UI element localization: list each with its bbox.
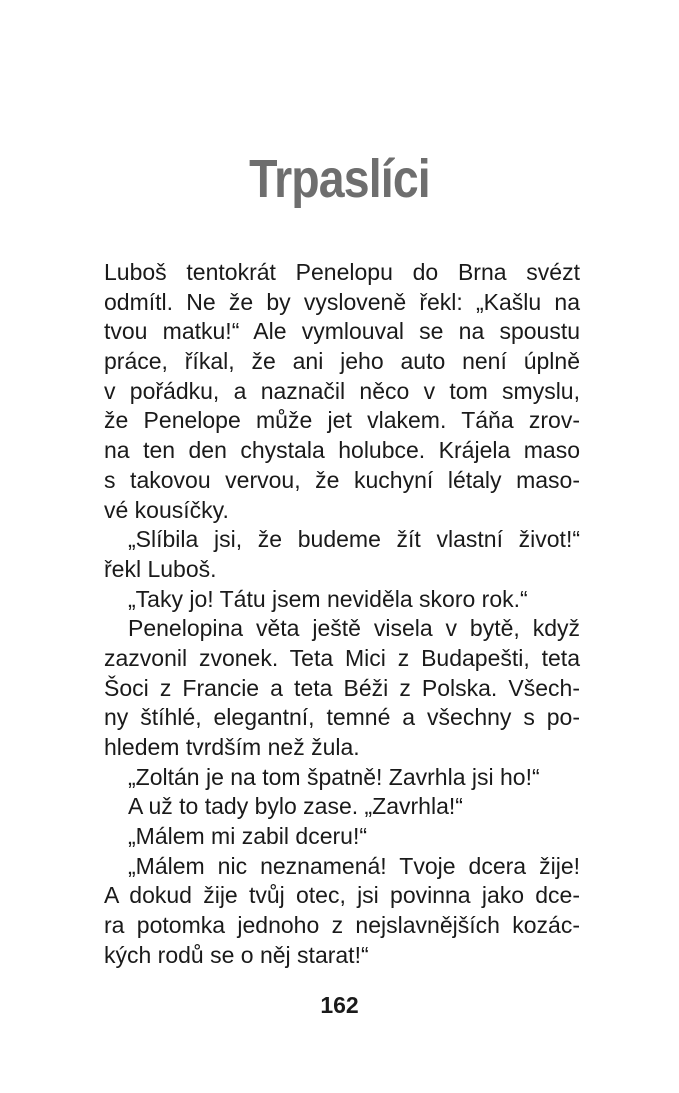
text-line: vé kousíčky.	[104, 496, 229, 523]
text-line: Penelopina věta ještě visela v bytě, když	[128, 615, 580, 642]
text-line: hledem tvrdším než žula.	[104, 734, 360, 760]
text-line: zazvonil zvonek. Teta Mici z Budapešti, teta	[104, 644, 580, 671]
text-line: ra potomka jednoho z nejslavnějších kozác-	[104, 912, 580, 939]
chapter-title: Trpaslíci	[249, 149, 430, 209]
text-line: v pořádku, a naznačil něco v tom smyslu,	[104, 377, 580, 404]
page-number: 162	[320, 992, 359, 1018]
text-line: „Slíbila jsi, že budeme žít vlastní život!“	[128, 526, 580, 553]
text-line: Šoci z Francie a teta Béži z Polska. Všech-	[104, 674, 580, 701]
text-line: A už to tady bylo zase. „Zavrhla!“	[128, 793, 463, 820]
text-line: „Málem nic neznamená! Tvoje dcera žije!	[128, 852, 580, 879]
text-line: Luboš tentokrát Penelopu do Brna svézt	[104, 259, 580, 285]
text-line: „Málem mi zabil dceru!“	[128, 823, 367, 850]
text-line: tvou matku!“ Ale vymlouval se na spoustu	[104, 318, 580, 345]
body-text	[104, 258, 580, 971]
text-line: A dokud žije tvůj otec, jsi povinna jako dce-	[104, 882, 580, 909]
text-line: že Penelope může jet vlakem. Táňa zrov-	[104, 407, 580, 434]
text-line: odmítl. Ne že by vysloveně řekl: „Kašlu na	[104, 288, 580, 315]
text-line: s takovou vervou, že kuchyní létaly maso-	[104, 466, 580, 493]
text-line: ny štíhlé, elegantní, temné a všechny s po-	[104, 704, 580, 731]
text-line: „Zoltán je na tom špatně! Zavrhla jsi ho!“	[128, 763, 540, 790]
text-line: na ten den chystala holubce. Krájela maso	[104, 437, 580, 464]
text-line: „Taky jo! Tátu jsem neviděla skoro rok.“	[128, 585, 528, 612]
text-line: kých rodů se o něj starat!“	[104, 941, 369, 968]
text-line: řekl Luboš.	[104, 555, 217, 582]
text-line: práce, říkal, že ani jeho auto není úplně	[104, 348, 580, 375]
